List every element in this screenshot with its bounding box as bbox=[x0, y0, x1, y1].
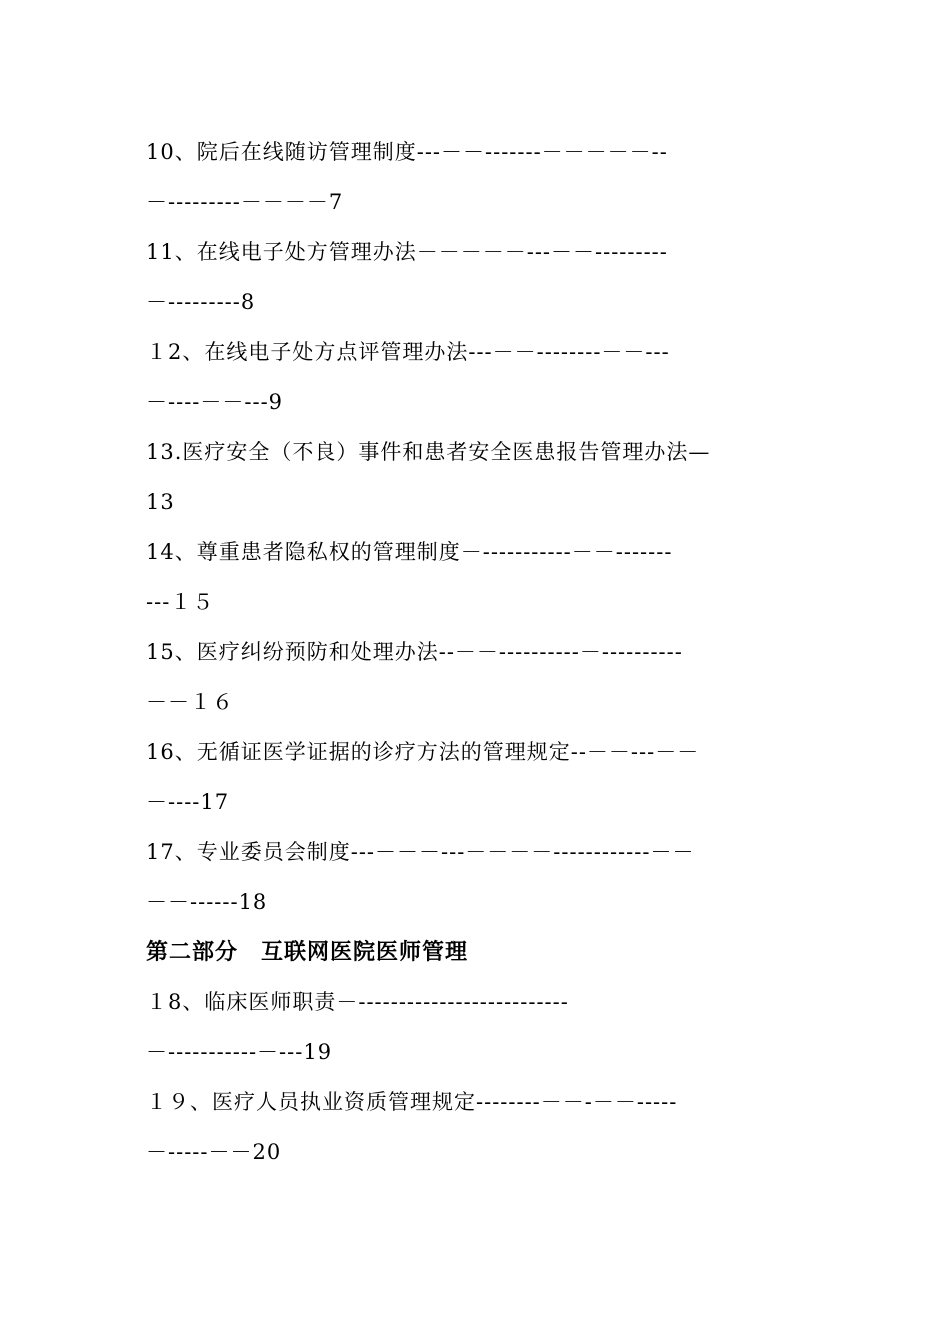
toc-line-16-cont: －----17 bbox=[146, 790, 230, 814]
toc-line-17: 17、专业委员会制度---－－－---－－－－------------－－ bbox=[146, 840, 695, 864]
toc-line-17-cont: －－------18 bbox=[146, 890, 268, 914]
toc-line-11: 11、在线电子处方管理办法－－－－－---－－--------- bbox=[146, 240, 668, 264]
toc-line-12: １2、在线电子处方点评管理办法---－－--------－－--- bbox=[146, 340, 670, 364]
toc-line-11-cont: －---------8 bbox=[146, 290, 256, 314]
toc-line-15: 15、医疗纠纷预防和处理办法--－－----------－---------- bbox=[146, 640, 683, 664]
section-title: 第二部分 互联网医院医师管理 bbox=[146, 939, 469, 965]
toc-line-13-cont: 13 bbox=[146, 490, 175, 514]
toc-line-19-cont: －-----－－20 bbox=[146, 1140, 282, 1164]
toc-line-15-cont: －－１６ bbox=[146, 690, 234, 714]
toc-line-12-cont: －----－－---9 bbox=[146, 390, 284, 414]
toc-line-18-cont: －-----------－---19 bbox=[146, 1040, 333, 1064]
toc-line-19: １９、医疗人员执业资质管理规定--------－－-－－----- bbox=[146, 1090, 678, 1114]
toc-line-16: 16、无循证医学证据的诊疗方法的管理规定--－－---－－ bbox=[146, 740, 700, 764]
toc-line-13: 13.医疗安全（不良）事件和患者安全医患报告管理办法— bbox=[146, 440, 711, 464]
toc-line-10: 10、院后在线随访管理制度---－－-------－－－－－-- bbox=[146, 140, 668, 164]
toc-line-14: 14、尊重患者隐私权的管理制度－-----------－－------- bbox=[146, 540, 673, 564]
toc-line-10-cont: －---------－－－－7 bbox=[146, 190, 344, 214]
toc-line-18: １8、临床医师职责－-------------------------- bbox=[146, 990, 569, 1014]
toc-line-14-cont: ---１５ bbox=[146, 590, 215, 614]
table-of-contents bbox=[146, 132, 806, 1182]
